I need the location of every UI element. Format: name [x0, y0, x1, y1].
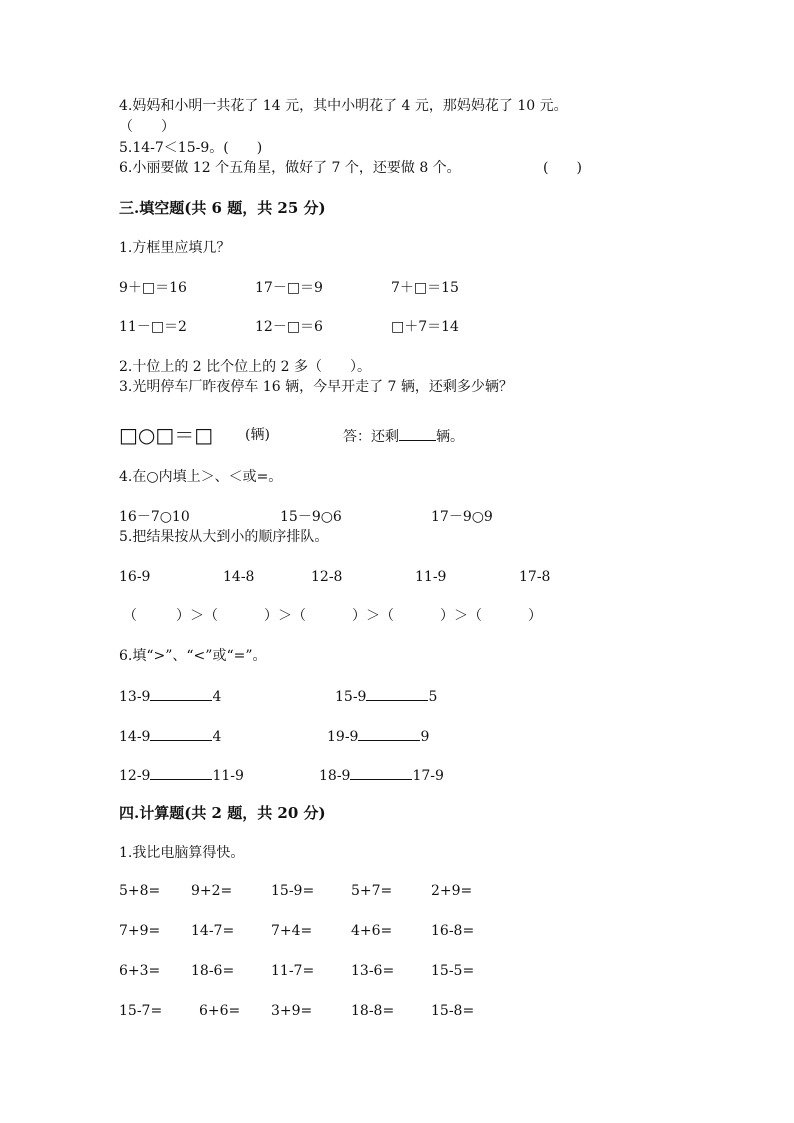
calc-item[interactable]: 2+9=	[431, 883, 473, 899]
order-item: 14-8	[223, 569, 255, 585]
fill-q1-item[interactable]: 17－□＝9	[255, 280, 323, 296]
calc-item[interactable]: 6+3=	[119, 963, 161, 979]
sign-item	[119, 686, 221, 706]
fill-q1-item[interactable]: 7＋□＝15	[391, 280, 459, 296]
sign-right: 4	[212, 689, 222, 705]
sign-right: 9	[420, 729, 430, 745]
sign-right: 5	[428, 689, 438, 705]
judge-q5: 5.14-7＜15-9。( )	[119, 140, 263, 156]
calc-item[interactable]: 15-7=	[119, 1003, 163, 1019]
answer-blank[interactable]	[150, 726, 212, 741]
compare-item[interactable]: 15－9○6	[280, 509, 342, 525]
sign-item	[327, 726, 429, 746]
order-paren[interactable]: ）＞（	[176, 608, 218, 624]
judge-q4-answer-paren[interactable]: （ ）	[119, 119, 175, 135]
answer-blank[interactable]	[150, 765, 212, 780]
order-paren[interactable]: ）＞（	[352, 608, 394, 624]
calc-item[interactable]: 3+9=	[271, 1003, 313, 1019]
calc-item[interactable]: 15-9=	[271, 883, 315, 899]
judge-q6-answer-paren[interactable]: ( )	[543, 160, 582, 176]
sign-item	[119, 765, 244, 785]
answer-blank[interactable]	[399, 426, 436, 441]
answer-blank[interactable]	[350, 765, 412, 780]
order-item: 12-8	[311, 569, 343, 585]
sign-left: 19-9	[327, 729, 359, 745]
fill-q3-equation[interactable]: □○□＝□	[119, 423, 214, 447]
calc-item[interactable]: 16-8=	[431, 923, 475, 939]
order-paren[interactable]: ）	[528, 608, 542, 624]
order-item: 17-8	[519, 569, 551, 585]
calc-item[interactable]: 15-8=	[431, 1003, 475, 1019]
sign-right: 11-9	[212, 768, 244, 784]
calc-item[interactable]: 4+6=	[351, 923, 393, 939]
calc-item[interactable]: 6+6=	[199, 1003, 241, 1019]
fill-q6-prompt: 6.填“>”、“<”或“=”。	[119, 648, 267, 664]
calc-item[interactable]: 7+4=	[271, 923, 313, 939]
order-paren[interactable]: ）＞（	[440, 608, 482, 624]
fill-q3-prompt: 3.光明停车厂昨夜停车 16 辆，今早开走了 7 辆，还剩多少辆？	[119, 379, 513, 395]
fill-q1-prompt: 1.方框里应填几？	[119, 240, 231, 256]
fill-q1-item[interactable]: □＋7＝14	[391, 319, 459, 335]
sign-left: 14-9	[119, 729, 151, 745]
sign-left: 18-9	[319, 768, 351, 784]
sign-right: 17-9	[412, 768, 444, 784]
fill-q3-answer	[343, 426, 464, 446]
sign-item	[335, 686, 437, 706]
calc-item[interactable]: 7+9=	[119, 923, 161, 939]
calc-q1-prompt: 1.我比电脑算得快。	[119, 845, 245, 861]
order-paren: （	[123, 608, 137, 624]
calc-item[interactable]: 11-7=	[271, 963, 315, 979]
answer-blank[interactable]	[150, 686, 212, 701]
sign-item	[319, 765, 444, 785]
compare-item[interactable]: 16－7○10	[119, 509, 190, 525]
calc-item[interactable]: 18-8=	[351, 1003, 395, 1019]
fill-q3-unit: (辆)	[245, 427, 270, 443]
calc-item[interactable]: 5+8=	[119, 883, 161, 899]
order-item: 16-9	[119, 569, 151, 585]
fill-q2: 2.十位上的 2 比个位上的 2 多（ ）。	[119, 359, 371, 375]
order-item: 11-9	[415, 569, 447, 585]
answer-blank[interactable]	[366, 686, 428, 701]
calc-item[interactable]: 9+2=	[191, 883, 233, 899]
answer-blank[interactable]	[358, 726, 420, 741]
fill-q1-item[interactable]: 12－□＝6	[255, 319, 323, 335]
section-title-fill-blank: 三.填空题(共 6 题，共 25 分)	[119, 199, 326, 217]
calc-item[interactable]: 15-5=	[431, 963, 475, 979]
fill-q3-answer-suffix: 辆。	[436, 429, 464, 445]
calc-item[interactable]: 13-6=	[351, 963, 395, 979]
fill-q4-prompt: 4.在○内填上＞、＜或=。	[119, 469, 283, 485]
compare-item[interactable]: 17－9○9	[431, 509, 493, 525]
calc-item[interactable]: 18-6=	[191, 963, 235, 979]
judge-q4: 4.妈妈和小明一共花了 14 元，其中小明花了 4 元，那妈妈花了 10 元。	[119, 98, 568, 114]
section-title-calculation: 四.计算题(共 2 题，共 20 分)	[119, 804, 326, 822]
fill-q3-answer-prefix: 答：还剩	[343, 429, 399, 445]
calc-item[interactable]: 14-7=	[191, 923, 235, 939]
fill-q1-item[interactable]: 9＋□＝16	[119, 280, 187, 296]
calc-item[interactable]: 5+7=	[351, 883, 393, 899]
fill-q5-prompt: 5.把结果按从大到小的顺序排队。	[119, 529, 329, 545]
sign-left: 13-9	[119, 689, 151, 705]
sign-left: 15-9	[335, 689, 367, 705]
judge-q6: 6.小丽要做 12 个五角星，做好了 7 个，还要做 8 个。	[119, 160, 461, 176]
order-paren[interactable]: ）＞（	[264, 608, 306, 624]
sign-item	[119, 726, 221, 746]
sign-left: 12-9	[119, 768, 151, 784]
sign-right: 4	[212, 729, 222, 745]
fill-q1-item[interactable]: 11－□＝2	[119, 319, 187, 335]
